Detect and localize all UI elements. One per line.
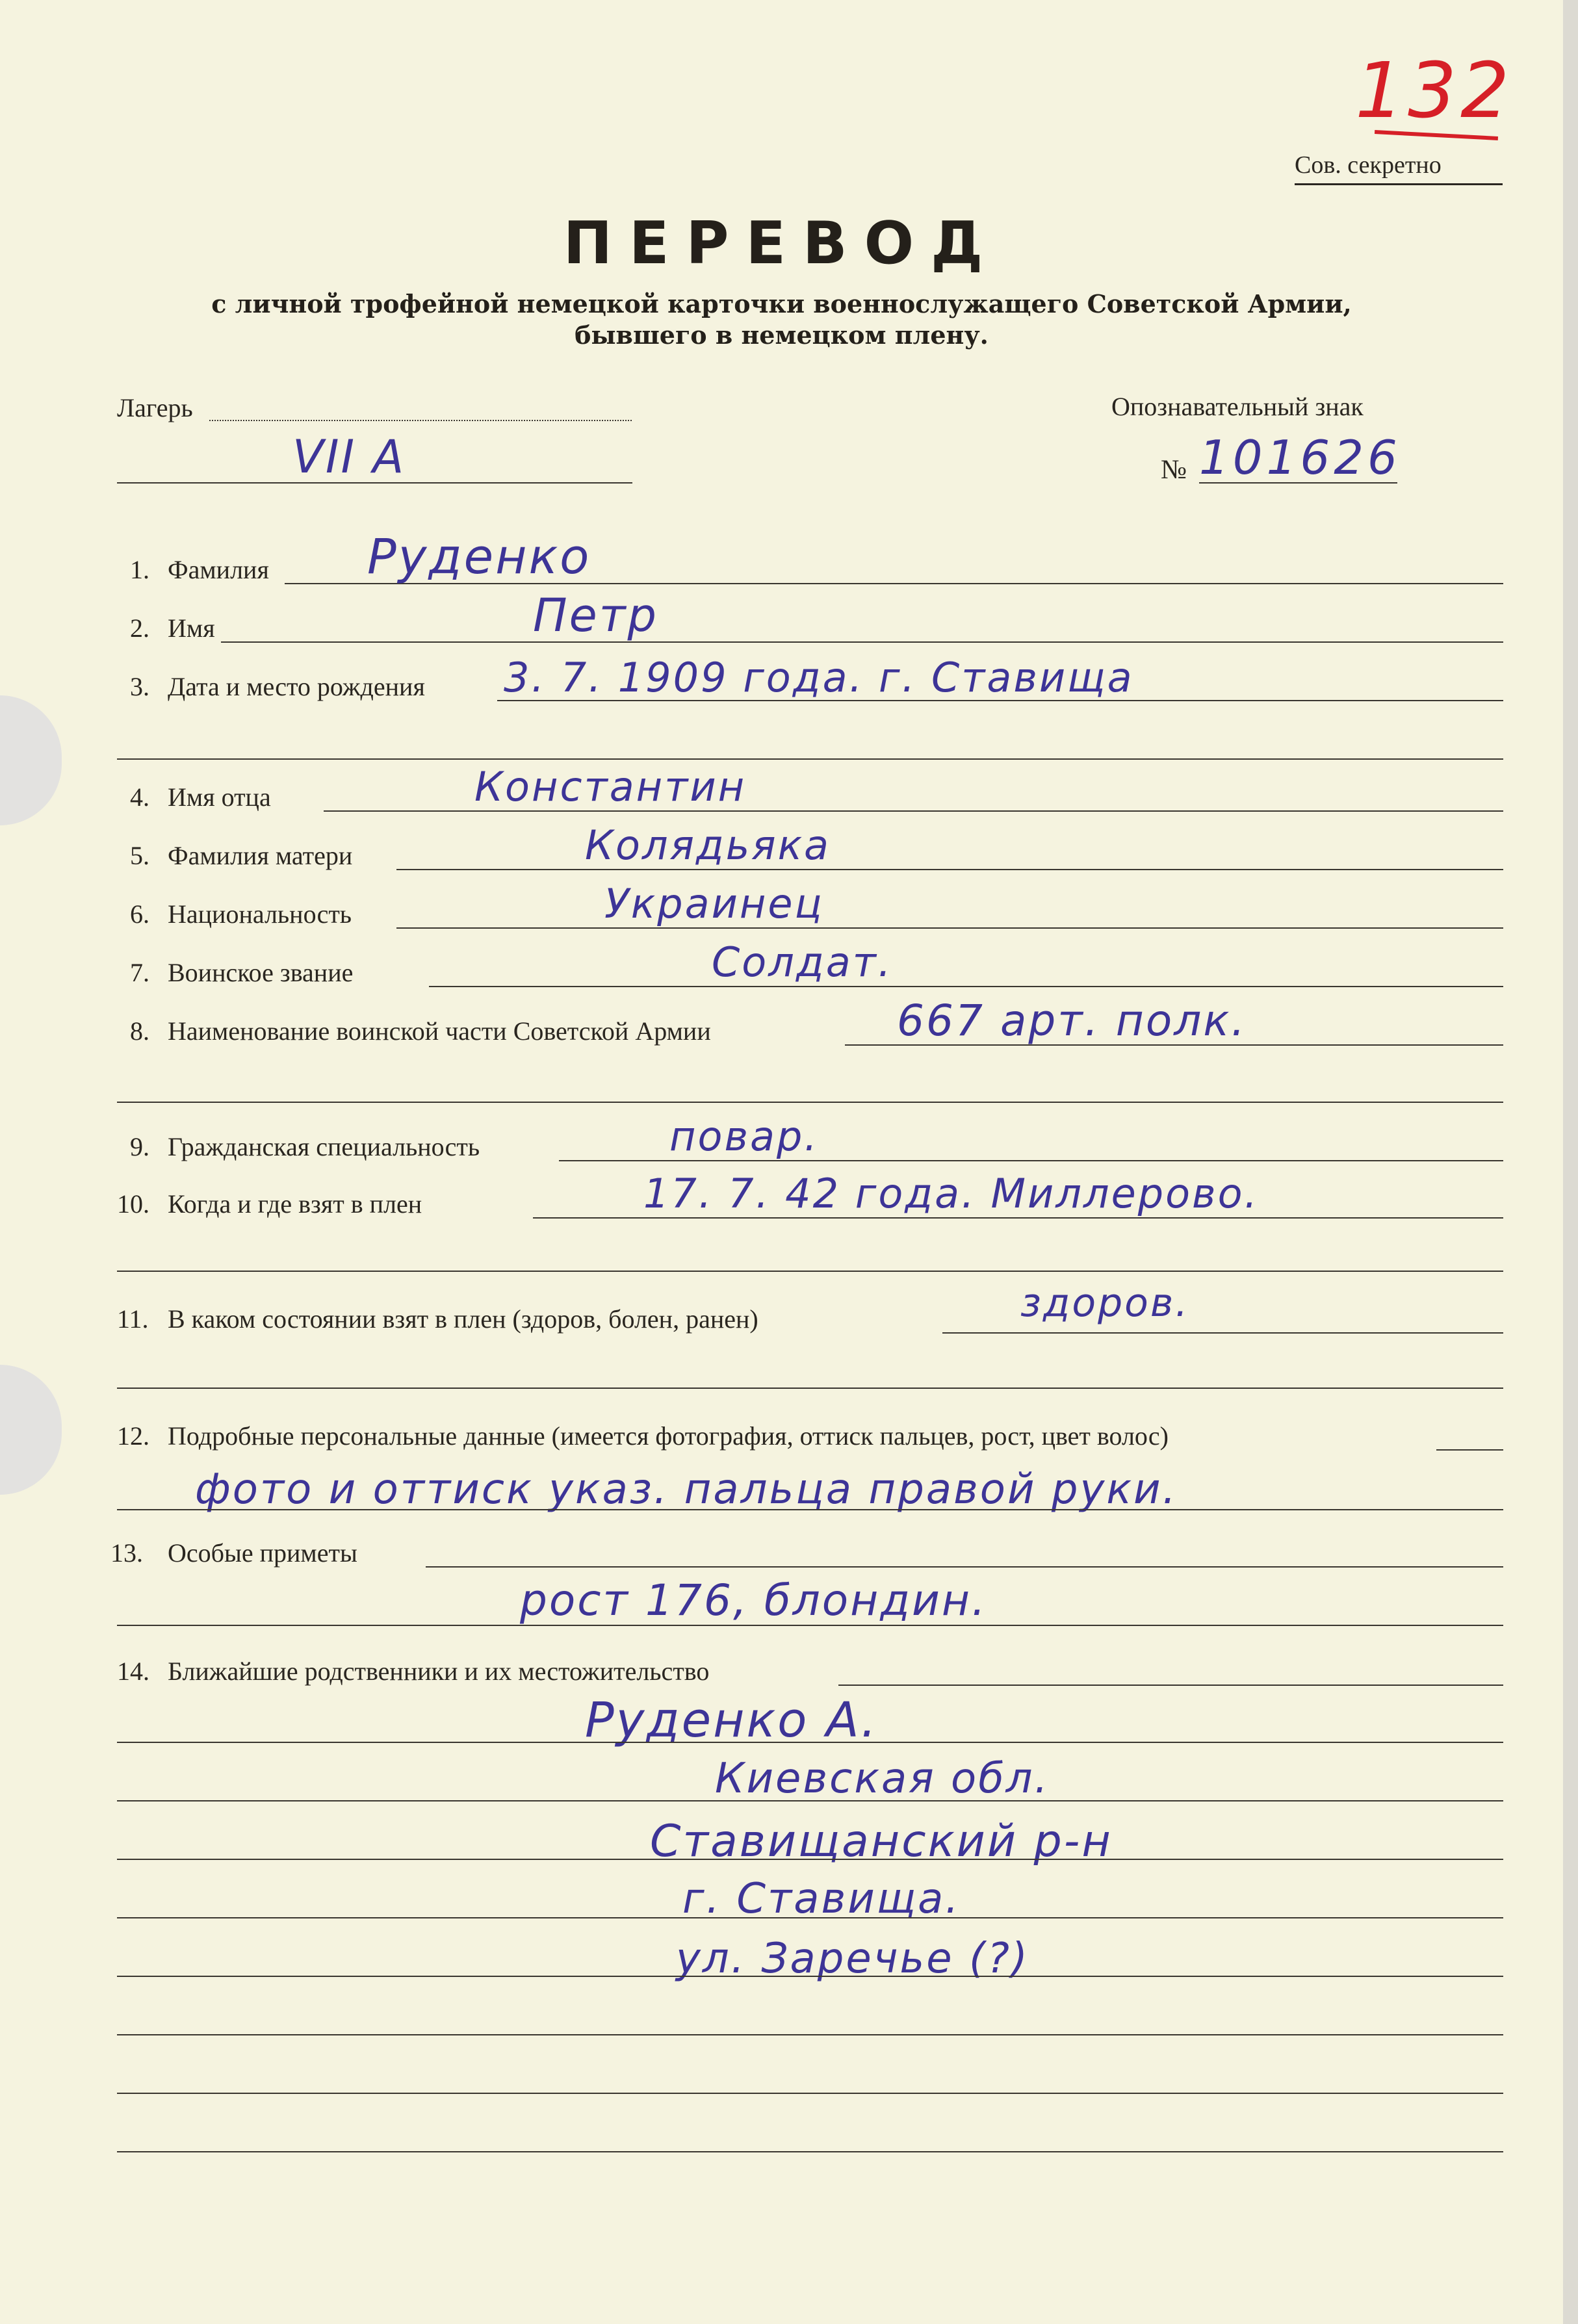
field-5-line — [396, 869, 1503, 870]
field-2-label: Имя — [168, 613, 215, 643]
field-14-label: Ближайшие родственники и их местожительство — [168, 1657, 710, 1686]
field-12-label: Подробные персональные данные (имеется фотография, оттиск пальцев, рост, цвет волос) — [168, 1421, 1169, 1451]
field-2-line — [221, 641, 1503, 643]
field-11-number: 11. — [117, 1304, 149, 1334]
relatives-line-rule-6 — [117, 2034, 1503, 2035]
field-12-line-extra — [117, 1509, 1503, 1510]
relatives-line-4: г. Ставища. — [682, 1875, 961, 1923]
field-5-value: Колядьяка — [585, 821, 831, 869]
field-7-value: Солдат. — [712, 938, 893, 986]
field-10-value: 17. 7. 42 года. Миллерово. — [643, 1170, 1260, 1217]
field-5-label: Фамилия матери — [168, 841, 353, 870]
field-14-number: 14. — [117, 1657, 149, 1686]
field-7-number: 7. — [130, 958, 149, 987]
relatives-line-rule-4 — [117, 1917, 1503, 1918]
classification-underline — [1295, 183, 1503, 185]
field-14-line — [838, 1685, 1503, 1686]
field-3-value: 3. 7. 1909 года. г. Ставища — [504, 654, 1134, 701]
relatives-line-rule-2 — [117, 1800, 1503, 1801]
field-9-number: 9. — [130, 1132, 149, 1161]
id-tag-value: 101626 — [1199, 430, 1401, 485]
field-13-line-extra — [117, 1625, 1503, 1626]
document-subtitle-line2: бывшего в немецком плену. — [575, 320, 989, 350]
id-tag-label: Опознавательный знак — [1111, 392, 1364, 421]
field-12-number: 12. — [117, 1421, 149, 1451]
field-7-label: Воинское звание — [168, 958, 354, 987]
field-2-number: 2. — [130, 613, 149, 643]
field-13-label: Особые приметы — [168, 1538, 357, 1568]
field-3-line-extra — [117, 758, 1503, 760]
page-edge — [1563, 0, 1578, 2324]
document-subtitle-line1: с личной трофейной немецкой карточки военнослужащего Советской Армии, — [211, 289, 1352, 318]
relatives-line-rule-3 — [117, 1859, 1503, 1860]
id-tag-number-sign: № — [1161, 455, 1187, 485]
relatives-line-5: ул. Заречье (?) — [676, 1935, 1029, 1983]
field-1-number: 1. — [130, 555, 149, 584]
document-title: ПЕРЕВОД — [563, 209, 1000, 278]
field-10-line — [533, 1217, 1503, 1219]
field-9-line — [559, 1160, 1503, 1161]
classification-stamp: Сов. секретно — [1295, 151, 1442, 179]
relatives-line-1: Руденко А. — [585, 1692, 879, 1748]
field-6-number: 6. — [130, 899, 149, 929]
camp-value: VII A — [292, 430, 406, 484]
field-8-value: 667 арт. полк. — [897, 996, 1247, 1046]
field-6-label: Национальность — [168, 899, 352, 929]
relatives-line-rule-8 — [117, 2151, 1503, 2152]
field-2-value: Петр — [533, 589, 658, 642]
field-11-line-extra — [117, 1388, 1503, 1389]
field-4-value: Константин — [474, 763, 747, 810]
field-11-line — [942, 1332, 1503, 1334]
field-8-label: Наименование воинской части Советской Армии — [168, 1016, 711, 1046]
field-11-label: В каком состоянии взят в плен (здоров, болен, ранен) — [168, 1304, 758, 1334]
field-5-number: 5. — [130, 841, 149, 870]
field-9-label: Гражданская специальность — [168, 1132, 480, 1161]
field-6-value: Украинец — [604, 880, 824, 927]
field-12-line — [1436, 1449, 1503, 1451]
field-8-number: 8. — [130, 1016, 149, 1046]
camp-line — [117, 482, 632, 484]
page-number-handwritten: 132 — [1355, 45, 1514, 135]
field-4-line — [324, 810, 1503, 812]
field-7-line — [429, 986, 1503, 987]
field-6-line — [396, 927, 1503, 929]
field-10-label: Когда и где взят в плен — [168, 1189, 422, 1219]
field-4-label: Имя отца — [168, 782, 271, 812]
field-13-number: 13. — [110, 1538, 143, 1568]
field-1-label: Фамилия — [168, 555, 269, 584]
relatives-line-rule-5 — [117, 1976, 1503, 1977]
relatives-line-2: Киевская обл. — [715, 1755, 1050, 1803]
camp-dotted-line — [209, 420, 632, 421]
relatives-line-rule-1 — [117, 1742, 1503, 1743]
field-1-value: Руденко — [367, 529, 591, 585]
field-11-value: здоров. — [1020, 1280, 1190, 1326]
field-12-value: фото и оттиск указ. пальца правой руки. — [195, 1465, 1178, 1514]
field-3-label: Дата и место рождения — [168, 672, 425, 701]
field-13-value: рост 176, блондин. — [520, 1575, 987, 1625]
relatives-line-3: Ставищанский р-н — [650, 1816, 1113, 1867]
field-13-line — [426, 1566, 1503, 1568]
field-4-number: 4. — [130, 782, 149, 812]
field-8-line-extra — [117, 1102, 1503, 1103]
field-9-value: повар. — [669, 1113, 820, 1160]
camp-label: Лагерь — [117, 393, 193, 422]
field-10-number: 10. — [117, 1189, 149, 1219]
field-10-line-extra — [117, 1271, 1503, 1272]
field-3-number: 3. — [130, 672, 149, 701]
id-tag-line — [1199, 482, 1397, 484]
relatives-line-rule-7 — [117, 2093, 1503, 2094]
